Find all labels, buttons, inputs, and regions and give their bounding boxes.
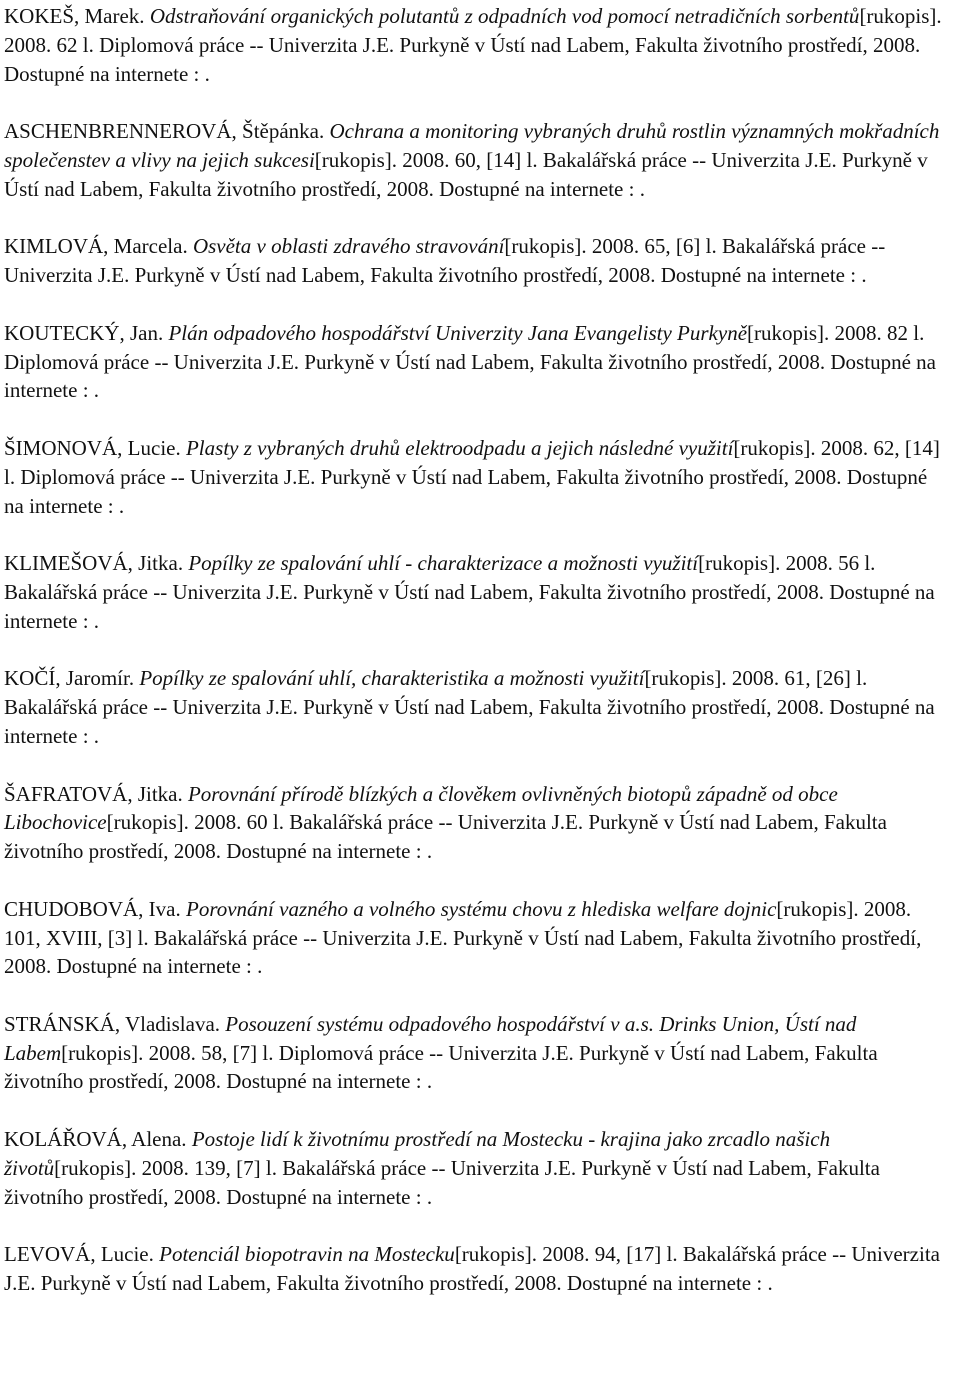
bibliography-list	[4, 2, 952, 1327]
entry-author: KIMLOVÁ, Marcela.	[4, 234, 188, 259]
entry-details: [rukopis]. 2008. 62, [14] l. Diplomová práce -- Univerzita J.E. Purkyně v Ústí nad Labem, Fakulta životního prostředí, 2008. Dostupné na internete : .	[4, 435, 940, 518]
bibliography-entry-stranska	[4, 1010, 952, 1096]
entry-title: Plán odpadového hospodářství Univerzity Jana Evangelisty Purkyně	[168, 320, 748, 345]
bibliography-entry-safratova	[4, 780, 952, 866]
entry-details: [rukopis]. 2008. 94, [17] l. Bakalářská práce -- Univerzita J.E. Purkyně v Ústí nad Labem, Fakulta životního prostředí, 2008. Dostupné na internete : .	[4, 1242, 940, 1296]
entry-title: Ochrana a monitoring vybraných druhů rostlin významných mokřadních společenstev a vlivy na jejich sukcesi	[4, 119, 940, 172]
entry-details: [rukopis]. 2008. 58, [7] l. Diplomová práce -- Univerzita J.E. Purkyně v Ústí nad Labem, Fakulta životního prostředí, 2008. Dostupné na internete : .	[4, 1040, 878, 1094]
entry-author: KOKEŠ, Marek.	[4, 4, 145, 28]
entry-title: Posouzení systému odpadového hospodářství v a.s. Drinks Union, Ústí nad Labem	[4, 1011, 857, 1065]
entry-title: Plasty z vybraných druhů elektroodpadu a jejich následné využití	[185, 435, 734, 460]
bibliography-entry-kokes	[4, 2, 952, 88]
entry-details: [rukopis]. 2008. 101, XVIII, [3] l. Bakalářská práce -- Univerzita J.E. Purkyně v Ústí nad Labem, Fakulta životního prostředí, 2008. Dostupné na internete : .	[4, 896, 922, 979]
entry-author: CHUDOBOVÁ, Iva.	[4, 896, 181, 921]
entry-author: KLIMEŠOVÁ, Jitka.	[4, 551, 184, 576]
entry-author: ASCHENBRENNEROVÁ, Štěpánka.	[4, 119, 325, 144]
entry-title: Osvěta v oblasti zdravého stravování	[192, 234, 505, 259]
entry-author: KOUTECKÝ, Jan.	[4, 320, 164, 345]
bibliography-entry-kimlova	[4, 232, 952, 290]
entry-details: [rukopis]. 2008. 56 l. Bakalářská práce -- Univerzita J.E. Purkyně v Ústí nad Labem, Fakulta životního prostředí, 2008. Dostupné na internete : .	[4, 551, 935, 633]
entry-author: ŠIMONOVÁ, Lucie.	[4, 435, 181, 460]
entry-title: Porovnání přírodě blízkých a člověkem ovlivněných biotopů západně od obce Libochovice	[4, 781, 838, 835]
entry-title: Popílky ze spalování uhlí - charakterizace a možnosti využití	[188, 551, 699, 576]
bibliography-entry-koutecky	[4, 319, 952, 405]
entry-title: Potenciál biopotravin na Mostecku	[159, 1242, 455, 1267]
entry-details: [rukopis]. 2008. 61, [26] l. Bakalářská práce -- Univerzita J.E. Purkyně v Ústí nad Labem, Fakulta životního prostředí, 2008. Dostupné na internete : .	[4, 666, 935, 748]
bibliography-entry-chudobova	[4, 895, 952, 981]
entry-author: ŠAFRATOVÁ, Jitka.	[4, 781, 183, 806]
entry-details: [rukopis]. 2008. 82 l. Diplomová práce -- Univerzita J.E. Purkyně v Ústí nad Labem, Fakulta životního prostředí, 2008. Dostupné na internete : .	[4, 320, 936, 403]
entry-details: [rukopis]. 2008. 65, [6] l. Bakalářská práce -- Univerzita J.E. Purkyně v Ústí nad Labem, Fakulta životního prostředí, 2008. Dostupné na internete : .	[4, 234, 886, 288]
bibliography-entry-kolarova	[4, 1125, 952, 1211]
entry-author: LEVOVÁ, Lucie.	[4, 1242, 154, 1267]
entry-title: Popílky ze spalování uhlí, charakteristika a možnosti využití	[139, 666, 645, 691]
bibliography-entry-simonova	[4, 434, 952, 520]
entry-details: [rukopis]. 2008. 62 l. Diplomová práce -- Univerzita J.E. Purkyně v Ústí nad Labem, Fakulta životního prostředí, 2008. Dostupné na internete : .	[4, 4, 942, 86]
bibliography-entry-koci	[4, 664, 952, 750]
entry-title: Postoje lidí k životnímu prostředí na Mostecku - krajina jako zrcadlo našich životů	[4, 1127, 831, 1180]
bibliography-entry-levova	[4, 1240, 952, 1298]
bibliography-entry-klimesova	[4, 549, 952, 635]
entry-title: Odstraňování organických polutantů z odpadních vod pomocí netradičních sorbentů	[149, 4, 860, 28]
entry-author: KOLÁŘOVÁ, Alena.	[4, 1127, 187, 1152]
entry-author: KOČÍ, Jaromír.	[4, 666, 135, 691]
entry-details: [rukopis]. 2008. 60, [14] l. Bakalářská práce -- Univerzita J.E. Purkyně v Ústí nad Labem, Fakulta životního prostředí, 2008. Dostupné na internete : .	[4, 147, 928, 201]
entry-details: [rukopis]. 2008. 139, [7] l. Bakalářská práce -- Univerzita J.E. Purkyně v Ústí nad Labem, Fakulta životního prostředí, 2008. Dostupné na internete : .	[4, 1155, 880, 1209]
entry-author: STRÁNSKÁ, Vladislava.	[4, 1011, 221, 1036]
bibliography-entry-aschenbrennerova	[4, 117, 952, 203]
entry-title: Porovnání vazného a volného systému chovu z hlediska welfare dojnic	[186, 896, 777, 921]
entry-details: [rukopis]. 2008. 60 l. Bakalářská práce -- Univerzita J.E. Purkyně v Ústí nad Labem, Fakulta životního prostředí, 2008. Dostupné na internete : .	[4, 810, 887, 864]
